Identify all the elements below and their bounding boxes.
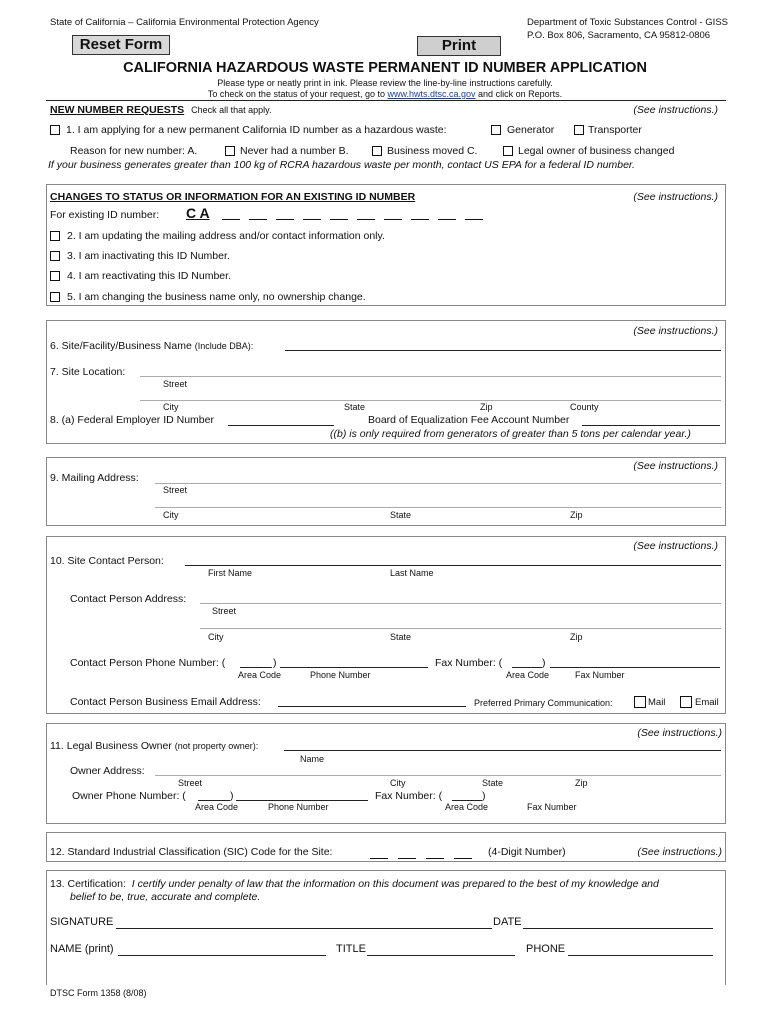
owner-fax-area-input[interactable] <box>452 800 482 801</box>
item-8b-note <box>330 428 691 440</box>
generator-label: Generator <box>507 124 555 136</box>
zip-caption: Zip <box>480 402 493 412</box>
id-digit[interactable] <box>330 219 348 220</box>
owner-phone-input[interactable] <box>236 800 368 801</box>
first-name-caption: First Name <box>208 568 253 578</box>
paren-close: ) <box>482 790 486 802</box>
paren-close: ) <box>273 657 277 669</box>
preferred-communication-label: Preferred Primary Communication: <box>474 698 613 708</box>
contact-email-input[interactable] <box>278 706 466 707</box>
sic-digit[interactable] <box>454 858 472 859</box>
form-title: CALIFORNIA HAZARDOUS WASTE PERMANENT ID NUMBER APPLICATION <box>123 60 647 76</box>
form-number: DTSC Form 1358 (8/08) <box>50 988 147 998</box>
item-10-label: 10. Site Contact Person: <box>50 555 164 567</box>
boe-label: Board of Equalization Fee Account Number <box>368 414 570 426</box>
zip-caption: Zip <box>575 778 588 788</box>
id-digit[interactable] <box>411 219 429 220</box>
item-6-label <box>50 340 253 352</box>
mailing-section <box>46 457 726 526</box>
reason-b-checkbox[interactable] <box>372 146 382 156</box>
see-instructions: (See instructions.) <box>633 325 718 337</box>
city-caption: City <box>208 632 224 642</box>
last-name-caption: Last Name <box>390 568 434 578</box>
id-digit[interactable] <box>249 219 267 220</box>
sic-digit[interactable] <box>370 858 388 859</box>
area-code-caption: Area Code <box>445 802 489 812</box>
see-instructions: (See instructions.) <box>633 540 718 552</box>
federal-id-input[interactable] <box>228 425 334 426</box>
id-digit[interactable] <box>384 219 402 220</box>
owner-phone-label: Owner Phone Number: ( <box>72 790 186 802</box>
site-city-input[interactable] <box>140 400 721 401</box>
phone-number-caption: Phone Number <box>310 670 371 680</box>
agency-right-2: P.O. Box 806, Sacramento, CA 95812-0806 <box>527 30 711 41</box>
contact-name-input[interactable] <box>185 565 721 566</box>
item-3-label: 3. I am inactivating this ID Number. <box>67 250 230 262</box>
area-code-caption: Area Code <box>506 670 550 680</box>
update-address-checkbox[interactable] <box>50 231 60 241</box>
signature-label: SIGNATURE <box>50 916 114 928</box>
contact-fax-input[interactable] <box>550 667 720 668</box>
contact-street-input[interactable] <box>200 603 721 604</box>
zip-caption: Zip <box>570 632 583 642</box>
item-1-label: 1. I am applying for a new permanent California ID number as a hazardous waste: <box>66 124 447 136</box>
reason-a-label: Never had a number B. <box>240 145 349 157</box>
see-instructions: (See instructions.) <box>633 191 718 203</box>
subtitle-instructions: Please type or neatly print in ink. Please review the line-by-line instructions carefully. <box>217 78 553 88</box>
contact-phone-input[interactable] <box>280 667 428 668</box>
owner-address-label: Owner Address: <box>70 765 145 777</box>
federal-id-note: If your business generates greater than 100 kg of RCRA hazardous waste per month, contact US EPA for a federal ID number. <box>48 159 635 171</box>
phone-label: PHONE <box>526 943 566 955</box>
area-code-caption: Area Code <box>238 670 282 680</box>
paren-close: ) <box>542 657 546 669</box>
street-caption: Street <box>163 379 188 389</box>
street-caption: Street <box>178 778 203 788</box>
city-caption: City <box>163 402 179 412</box>
id-digit[interactable] <box>438 219 456 220</box>
item-5-label: 5. I am changing the business name only, no ownership change. <box>67 291 366 303</box>
state-caption: State <box>390 632 412 642</box>
owner-section <box>46 723 726 824</box>
see-instructions: (See instructions.) <box>633 104 718 116</box>
signature-input[interactable] <box>116 928 492 929</box>
subtitle-status <box>0 89 770 99</box>
state-caption: State <box>482 778 504 788</box>
owner-note: (not property owner): <box>174 741 259 751</box>
date-input[interactable] <box>523 928 713 929</box>
mailing-city-input[interactable] <box>155 507 721 508</box>
date-label: DATE <box>493 916 522 928</box>
state-caption: State <box>390 510 412 520</box>
street-caption: Street <box>212 606 237 616</box>
email-checkbox[interactable] <box>680 696 692 708</box>
id-digit[interactable] <box>222 219 240 220</box>
id-digit[interactable] <box>465 219 483 220</box>
name-caption: Name <box>300 754 325 764</box>
item-2-label: 2. I am updating the mailing address and/or contact information only. <box>67 230 385 242</box>
owner-label: 11. Legal Business Owner <box>50 740 172 752</box>
area-code-caption: Area Code <box>195 802 239 812</box>
sic-digit[interactable] <box>426 858 444 859</box>
city-caption: City <box>390 778 406 788</box>
transporter-label: Transporter <box>588 124 642 136</box>
reason-a-checkbox[interactable] <box>225 146 235 156</box>
street-caption: Street <box>163 485 188 495</box>
generator-checkbox[interactable] <box>491 125 501 135</box>
item-9-label: 9. Mailing Address: <box>50 472 139 484</box>
county-caption: County <box>570 402 599 412</box>
reason-c-checkbox[interactable] <box>503 146 513 156</box>
certification-label: 13. Certification: <box>50 878 126 890</box>
changes-heading: CHANGES TO STATUS OR INFORMATION FOR AN EXISTING ID NUMBER <box>50 191 416 203</box>
existing-id-prefix: C A <box>186 205 210 221</box>
item-12-label: 12. Standard Industrial Classification (SIC) Code for the Site: <box>50 846 333 858</box>
site-street-input[interactable] <box>140 376 721 377</box>
title-label: TITLE <box>336 943 366 955</box>
sic-digit[interactable] <box>398 858 416 859</box>
new-id-checkbox[interactable] <box>50 125 60 135</box>
fax-number-caption: Fax Number <box>575 670 625 680</box>
section-divider <box>46 100 726 101</box>
boe-input[interactable] <box>582 425 720 426</box>
print-button[interactable]: Print <box>417 36 501 56</box>
contact-phone-label: Contact Person Phone Number: ( <box>70 657 226 669</box>
contact-city-input[interactable] <box>200 628 721 629</box>
transporter-checkbox[interactable] <box>574 125 584 135</box>
id-digit[interactable] <box>357 219 375 220</box>
name-print-input[interactable] <box>118 955 326 956</box>
certification-text: I certify under penalty of law that the information on this document was prepared to the best of my knowledge and <box>131 878 659 890</box>
paren-close: ) <box>230 790 234 802</box>
note-text: (b) is only required from generators of greater than 5 tons per calendar year.) <box>333 428 691 440</box>
contact-address-label: Contact Person Address: <box>70 593 187 605</box>
reset-form-button[interactable]: Reset Form <box>72 35 170 55</box>
city-caption: City <box>163 510 179 520</box>
phone-input[interactable] <box>568 955 713 956</box>
site-name-note: (Include DBA): <box>194 341 254 351</box>
inactivate-checkbox[interactable] <box>50 251 60 261</box>
reason-label: Reason for new number: A. <box>70 145 198 157</box>
item-11-label <box>50 740 258 752</box>
agency-right-1: Department of Toxic Substances Control - GISS <box>527 17 728 28</box>
owner-fax-label: Fax Number: ( <box>375 790 443 802</box>
contact-area-code-input[interactable] <box>240 667 272 668</box>
item-8-label: 8. (a) Federal Employer ID Number <box>50 414 214 426</box>
mail-checkbox[interactable] <box>634 696 646 708</box>
item-13-label <box>50 878 659 890</box>
new-requests-title: NEW NUMBER REQUESTS <box>50 104 185 116</box>
see-instructions: (See instructions.) <box>637 846 722 858</box>
four-digit-label: (4-Digit Number) <box>488 846 566 858</box>
see-instructions: (See instructions.) <box>633 460 718 472</box>
id-digit[interactable] <box>303 219 321 220</box>
site-name-label: 6. Site/Facility/Business Name <box>50 340 192 352</box>
reactivate-checkbox[interactable] <box>50 271 60 281</box>
see-instructions: (See instructions.) <box>637 727 722 739</box>
contact-email-label: Contact Person Business Email Address: <box>70 696 261 708</box>
fax-number-caption: Fax Number <box>527 802 577 812</box>
reason-b-label: Business moved C. <box>387 145 478 157</box>
owner-address-input[interactable] <box>155 775 721 776</box>
item-4-label: 4. I am reactivating this ID Number. <box>67 270 231 282</box>
existing-id-label: For existing ID number: <box>50 209 160 221</box>
id-digit[interactable] <box>276 219 294 220</box>
new-requests-note: Check all that apply. <box>191 105 272 115</box>
zip-caption: Zip <box>570 510 583 520</box>
new-requests-heading <box>50 104 272 116</box>
mail-label: Mail <box>648 697 666 708</box>
name-print-label: NAME (print) <box>50 943 114 955</box>
hwts-link[interactable]: www.hwts.dtsc.ca.gov <box>387 89 476 99</box>
owner-area-code-input[interactable] <box>198 800 230 801</box>
title-input[interactable] <box>367 955 515 956</box>
status-suffix: and click on Reports. <box>475 89 563 99</box>
note-open: ( <box>330 428 334 440</box>
contact-fax-area-input[interactable] <box>512 667 542 668</box>
owner-name-input[interactable] <box>284 750 721 751</box>
mailing-street-input[interactable] <box>155 483 721 484</box>
state-caption: State <box>344 402 366 412</box>
change-name-checkbox[interactable] <box>50 292 60 302</box>
site-name-input[interactable] <box>285 350 721 351</box>
contact-fax-label: Fax Number: ( <box>435 657 503 669</box>
agency-left: State of California – California Environmental Protection Agency <box>50 17 319 28</box>
status-prefix: To check on the status of your request, go to <box>207 89 388 99</box>
item-7-label: 7. Site Location: <box>50 366 126 378</box>
certification-text-2: belief to be, true, accurate and complete. <box>70 891 261 903</box>
phone-number-caption: Phone Number <box>268 802 329 812</box>
email-label: Email <box>695 697 719 708</box>
reason-c-label: Legal owner of business changed <box>518 145 675 157</box>
